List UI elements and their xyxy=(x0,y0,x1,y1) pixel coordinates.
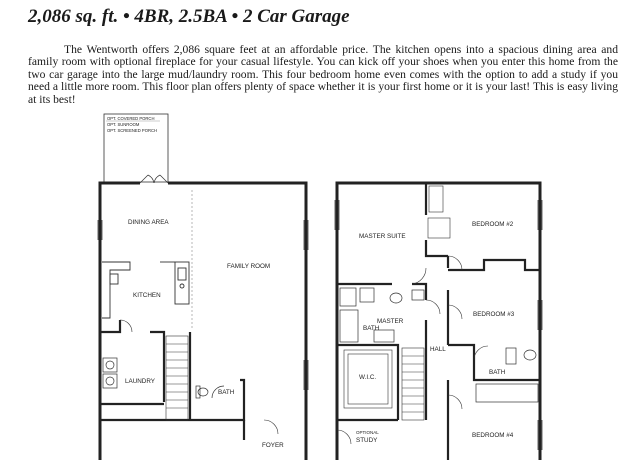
second-floor-stair xyxy=(402,348,424,420)
plan-headline: 2,086 sq. ft. • 4BR, 2.5BA • 2 Car Garage xyxy=(28,6,350,27)
first-floor-windows xyxy=(98,220,308,390)
room-master-bath-line2: BATH xyxy=(363,325,380,332)
second-floor-doors xyxy=(337,186,488,444)
room-foyer: FOYER xyxy=(262,442,284,449)
room-wic: W.I.C. xyxy=(359,374,377,381)
room-study: STUDY xyxy=(356,437,378,444)
room-bedroom-3: BEDROOM #3 xyxy=(473,311,515,318)
master-bath-fixtures xyxy=(340,288,424,342)
hall-bath-fixtures xyxy=(476,348,538,402)
room-master-bath-line1: MASTER xyxy=(377,318,404,325)
laundry-fixtures xyxy=(103,358,117,388)
kitchen-counters xyxy=(102,262,189,318)
room-bath-first: BATH xyxy=(218,389,235,396)
room-bedroom-2: BEDROOM #2 xyxy=(472,221,514,228)
second-floor-plan xyxy=(335,183,542,460)
description-text: The Wentworth offers 2,086 square feet at an affordable price. The kitchen opens into a spacious dining area and family room with optional fireplace for your casual lifestyle. You can kick off your shoes when you enter this home from the two car garage into the large mud/laundry room. This four bedroom home even comes with the option to add a study if you need a little more room. This floor plan offers plenty of space whether it is your first home or it is your last! This is easy living at its best! xyxy=(28,43,618,106)
porch-option-2: OPT. SUNROOM xyxy=(107,122,140,127)
porch-option-3: OPT. SCREENED PORCH xyxy=(107,128,158,133)
room-study-option: OPTIONAL xyxy=(356,430,379,435)
room-hall: HALL xyxy=(430,346,446,353)
first-floor-doors xyxy=(120,320,278,434)
first-floor-stair xyxy=(166,336,188,420)
room-bedroom-4: BEDROOM #4 xyxy=(472,432,514,439)
room-kitchen: KITCHEN xyxy=(133,292,161,299)
room-master-suite: MASTER SUITE xyxy=(359,233,406,240)
room-laundry: LAUNDRY xyxy=(125,378,155,385)
first-floor-interior-walls xyxy=(100,320,244,440)
room-bath-second: BATH xyxy=(489,369,506,376)
first-floor-plan xyxy=(98,114,308,460)
room-family-room: FAMILY ROOM xyxy=(227,263,271,270)
room-dining-area: DINING AREA xyxy=(128,219,169,226)
porch-option-1: OPT. COVERED PORCH xyxy=(107,116,155,121)
